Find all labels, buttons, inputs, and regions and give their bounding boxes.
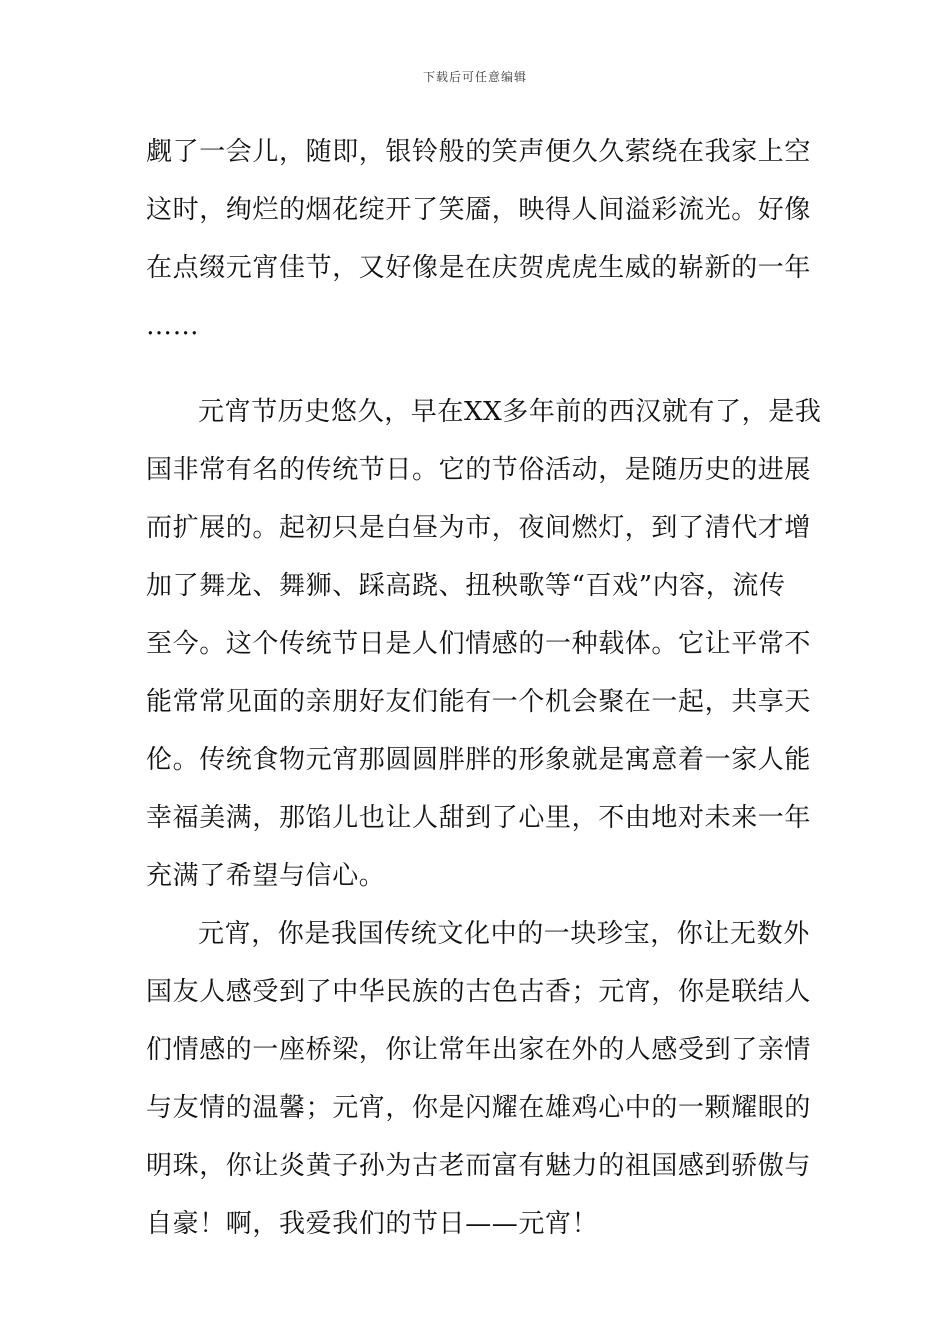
text-line: 这时，绚烂的烟花绽开了笑靥，映得人间溢彩流光。好像 [146,195,812,225]
text-line: 能常常见面的亲朋好友们能有一个机会聚在一起，共享天 [146,687,812,717]
text-line: 国友人感受到了中华民族的古色古香；元宵，你是联结人 [146,977,812,1007]
text-line: 自豪！啊，我爱我们的节日——元宵！ [146,1209,599,1239]
paragraph-gap [146,355,812,383]
paragraph-1 [146,123,812,355]
text-line: 充满了希望与信心。 [146,861,386,891]
text-line: …… [146,311,200,341]
text-line: 元宵节历史悠久，早在XX多年前的西汉就有了，是我 [198,397,822,427]
text-line: 们情感的一座桥梁，你让常年出家在外的人感受到了亲情 [146,1035,812,1065]
text-line: 觑了一会儿，随即，银铃般的笑声便久久萦绕在我家上空 [146,137,812,167]
paragraph-3 [146,905,812,1253]
text-line: 伦。传统食物元宵那圆圆胖胖的形象就是寓意着一家人能 [146,745,812,775]
text-line: 而扩展的。起初只是白昼为市，夜间燃灯，到了清代才增 [146,513,812,543]
text-line: 与友情的温馨；元宵，你是闪耀在雄鸡心中的一颗耀眼的 [146,1093,812,1123]
text-line: 元宵，你是我国传统文化中的一块珍宝，你让无数外 [198,919,810,949]
paragraph-2 [146,383,822,905]
text-line: 在点缀元宵佳节，又好像是在庆贺虎虎生威的崭新的一年 [146,253,812,283]
text-line: 明珠，你让炎黄子孙为古老而富有魅力的祖国感到骄傲与 [146,1151,812,1181]
text-line: 加了舞龙、舞狮、踩高跷、扭秧歌等“百戏”内容，流传 [146,571,786,601]
text-line: 至今。这个传统节日是人们情感的一种载体。它让平常不 [146,629,812,659]
text-line: 幸福美满，那馅儿也让人甜到了心里，不由地对未来一年 [146,803,812,833]
document-body [146,123,822,1253]
text-line: 国非常有名的传统节日。它的节俗活动，是随历史的进展 [146,455,812,485]
page-header-note: 下载后可任意编辑 [422,70,527,84]
